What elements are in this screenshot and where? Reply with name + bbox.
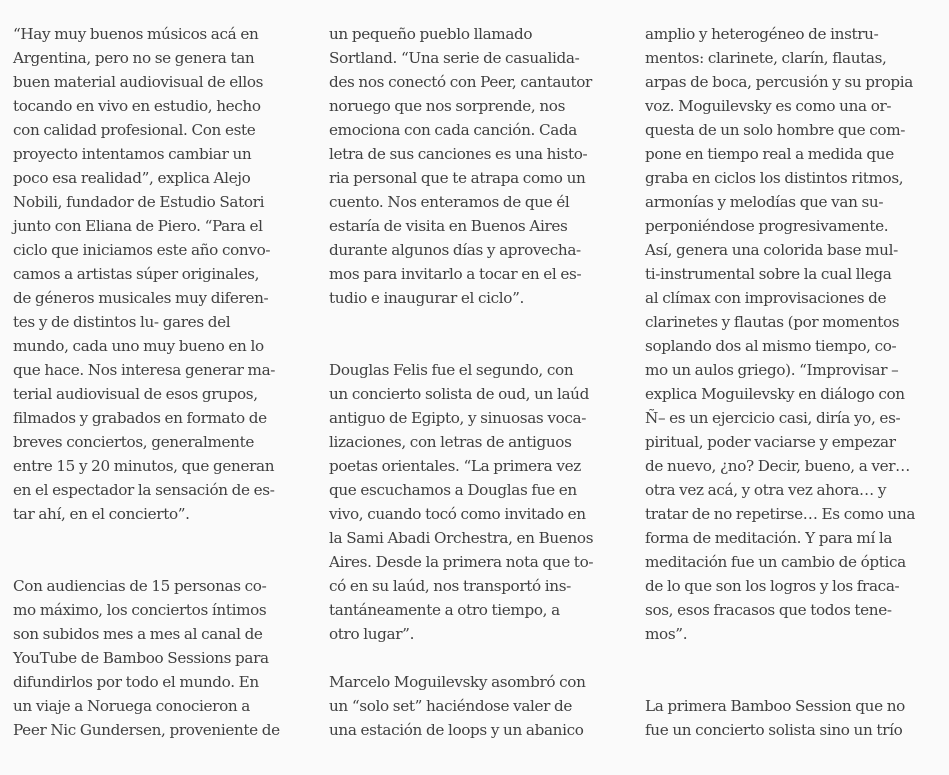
text-line: ria personal que te atrapa como un: [329, 169, 586, 187]
text-line: tudio e inaugurar el ciclo”.: [329, 289, 524, 307]
text-line: durante algunos días y aprovecha-: [329, 241, 581, 259]
text-line: de lo que son los logros y los fraca-: [645, 577, 900, 595]
paragraph-peer-sortland: [329, 22, 629, 310]
text-line: cuento. Nos enteramos de que él: [329, 193, 570, 211]
text-line: tantáneamente a otro tiempo, a: [329, 601, 560, 619]
text-line: otra vez acá, y otra vez ahora… y: [645, 481, 887, 499]
article-column-1: [13, 22, 313, 742]
text-line: questa de un solo hombre que com-: [645, 121, 906, 139]
text-line: piritual, poder vaciarse y empezar: [645, 433, 896, 451]
text-line: junto con Eliana de Piero. “Para el: [13, 217, 263, 235]
text-line: mundo, cada uno muy bueno en lo: [13, 337, 264, 355]
text-line: que escuchamos a Douglas fue en: [329, 481, 577, 499]
text-line: lizaciones, con letras de antiguos: [329, 433, 572, 451]
text-line: “Hay muy buenos músicos acá en: [13, 25, 259, 43]
paragraph-estudio-satori-quote: [13, 22, 313, 526]
paragraph-audiencias: [13, 574, 313, 742]
text-line: ciclo que iniciamos este año convo-: [13, 241, 271, 259]
text-line: La primera Bamboo Session que no: [645, 697, 905, 715]
paragraph-marcelo-moguilevsky: [329, 670, 629, 742]
text-line: la Sami Abadi Orchestra, en Buenos: [329, 529, 594, 547]
article-column-3: [645, 22, 945, 742]
text-line: Con audiencias de 15 personas co-: [13, 577, 267, 595]
paragraph-moguilevsky-instruments: [645, 22, 945, 646]
text-line: tocando en vivo en estudio, hecho: [13, 97, 261, 115]
text-line: filmados y grabados en formato de: [13, 409, 267, 427]
text-line: amplio y heterogéneo de instru-: [645, 25, 879, 43]
text-line: noruego que nos sorprende, nos: [329, 97, 566, 115]
text-line: otro lugar”.: [329, 625, 415, 643]
text-line: camos a artistas súper originales,: [13, 265, 260, 283]
text-line: voz. Moguilevsky es como una or-: [645, 97, 892, 115]
text-line: Sortland. “Una serie de casualida-: [329, 49, 580, 67]
text-line: arpas de boca, percusión y su propia: [645, 73, 913, 91]
text-line: armonías y melodías que van su-: [645, 193, 884, 211]
text-line: Aires. Desde la primera nota que to-: [329, 553, 594, 571]
text-line: en el espectador la sensación de es-: [13, 481, 275, 499]
text-line: Peer Nic Gundersen, proveniente de: [13, 721, 280, 739]
text-line: pone en tiempo real a medida que: [645, 145, 894, 163]
text-line: mos para invitarlo a tocar en el es-: [329, 265, 582, 283]
text-line: Argentina, pero no se genera tan: [13, 49, 255, 67]
paragraph-spacer: [329, 310, 629, 358]
paragraph-douglas-felis: [329, 358, 629, 646]
text-line: antiguo de Egipto, y sinuosas voca-: [329, 409, 587, 427]
text-line: soplando dos al mismo tiempo, co-: [645, 337, 897, 355]
text-line: clarinetes y flautas (por momentos: [645, 313, 900, 331]
text-line: ti-instrumental sobre la cual llega: [645, 265, 892, 283]
text-line: Douglas Felis fue el segundo, con: [329, 361, 574, 379]
text-line: poco esa realidad”, explica Alejo: [13, 169, 251, 187]
text-line: fue un concierto solista sino un trío: [645, 721, 903, 739]
paragraph-spacer: [329, 646, 629, 670]
text-line: explica Moguilevsky en diálogo con: [645, 385, 905, 403]
text-line: una estación de loops y un abanico: [329, 721, 584, 739]
text-line: có en su laúd, nos transportó ins-: [329, 577, 571, 595]
text-line: des nos conectó con Peer, cantautor: [329, 73, 592, 91]
text-line: mo máximo, los conciertos íntimos: [13, 601, 267, 619]
text-line: sos, esos fracasos que todos tene-: [645, 601, 892, 619]
text-line: tes y de distintos lu- gares del: [13, 313, 231, 331]
text-line: que hace. Nos interesa generar ma-: [13, 361, 276, 379]
text-line: Nobili, fundador de Estudio Satori: [13, 193, 265, 211]
text-line: poetas orientales. “La primera vez: [329, 457, 581, 475]
text-line: un pequeño pueblo llamado: [329, 25, 533, 43]
paragraph-primera-bamboo-session: [645, 694, 945, 742]
text-line: de géneros musicales muy diferen-: [13, 289, 269, 307]
text-line: con calidad profesional. Con este: [13, 121, 256, 139]
paragraph-spacer: [13, 526, 313, 574]
text-line: mentos: clarinete, clarín, flautas,: [645, 49, 887, 67]
text-line: breves conciertos, generalmente: [13, 433, 254, 451]
text-line: tratar de no repetirse… Es como una: [645, 505, 916, 523]
text-line: vivo, cuando tocó como invitado en: [329, 505, 586, 523]
text-line: difundirlos por todo el mundo. En: [13, 673, 259, 691]
text-line: mos”.: [645, 625, 688, 643]
text-line: graba en ciclos los distintos ritmos,: [645, 169, 904, 187]
text-line: son subidos mes a mes al canal de: [13, 625, 263, 643]
text-line: meditación fue un cambio de óptica: [645, 553, 906, 571]
text-line: letra de sus canciones es una histo-: [329, 145, 588, 163]
text-line: buen material audiovisual de ellos: [13, 73, 264, 91]
text-line: YouTube de Bamboo Sessions para: [13, 649, 269, 667]
text-line: proyecto intentamos cambiar un: [13, 145, 252, 163]
text-line: de nuevo, ¿no? Decir, bueno, a ver…: [645, 457, 910, 475]
text-line: un “solo set” haciéndose valer de: [329, 697, 573, 715]
article-column-2: [329, 22, 629, 742]
text-line: Así, genera una colorida base mul-: [645, 241, 898, 259]
text-line: al clímax con improvisaciones de: [645, 289, 887, 307]
text-line: Marcelo Moguilevsky asombró con: [329, 673, 586, 691]
text-line: terial audiovisual de esos grupos,: [13, 385, 258, 403]
paragraph-spacer: [645, 646, 945, 694]
text-line: mo un aulos griego). “Improvisar –: [645, 361, 899, 379]
text-line: un concierto solista de oud, un laúd: [329, 385, 589, 403]
text-line: Ñ– es un ejercicio casi, diría yo, es-: [645, 409, 901, 427]
text-line: estaría de visita en Buenos Aires: [329, 217, 568, 235]
text-line: un viaje a Noruega conocieron a: [13, 697, 250, 715]
text-line: entre 15 y 20 minutos, que generan: [13, 457, 275, 475]
text-line: emociona con cada canción. Cada: [329, 121, 578, 139]
text-line: perponiéndose progresivamente.: [645, 217, 889, 235]
text-line: forma de meditación. Y para mí la: [645, 529, 893, 547]
text-line: tar ahí, en el concierto”.: [13, 505, 190, 523]
